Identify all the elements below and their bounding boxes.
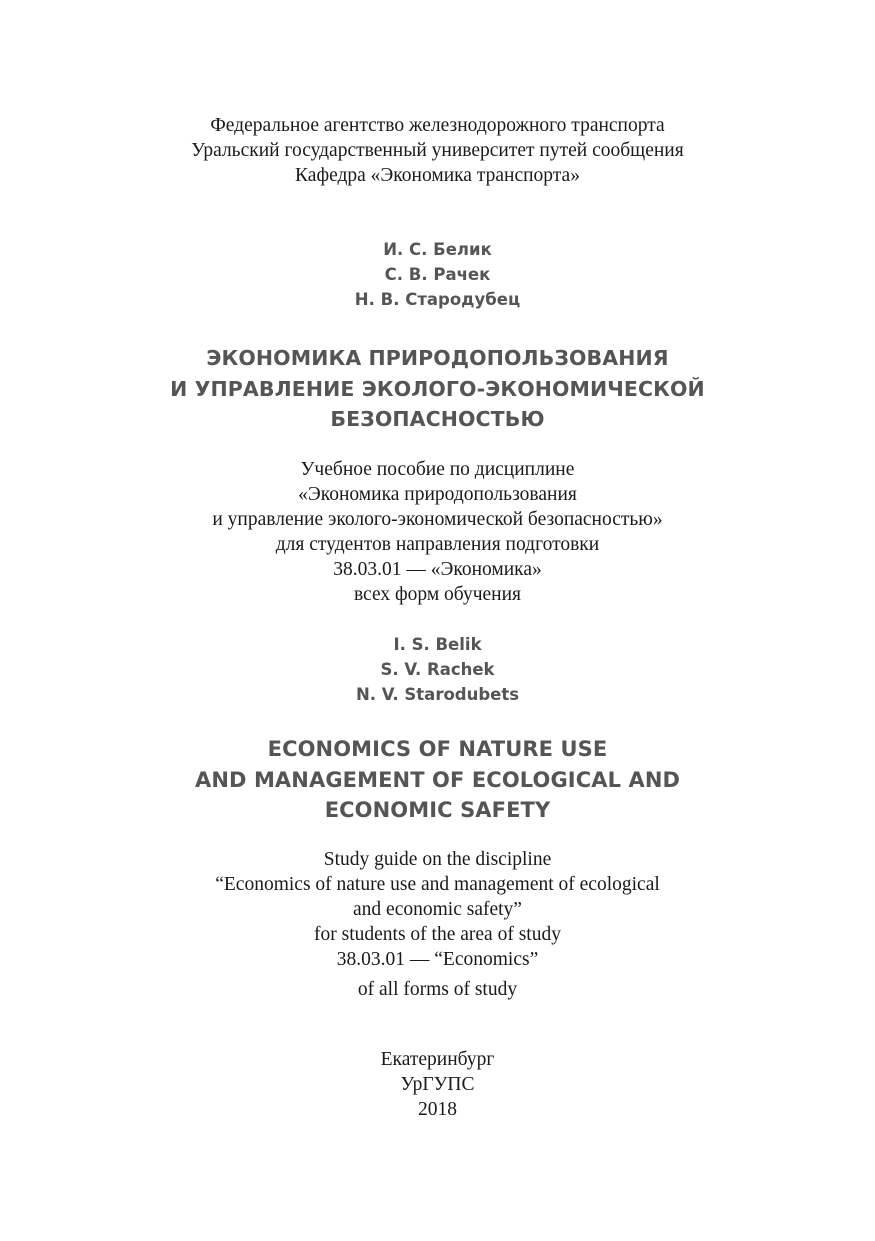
subtitle-ru-line-5: 38.03.01 — «Экономика» (333, 559, 542, 580)
subtitle-en-line-5: 38.03.01 — “Economics” (336, 949, 539, 970)
subtitle-en-line-4: for students of the area of study (314, 924, 561, 945)
subtitle-en (0, 847, 875, 972)
author-en-1: I. S. Belik (393, 635, 482, 654)
subtitle-ru-line-4: для студентов направления подготовки (275, 534, 600, 555)
subtitle-en-line-3: and economic safety” (353, 899, 522, 920)
university-name: Уральский государственный университет путей сообщения (191, 140, 684, 161)
imprint-year: 2018 (418, 1099, 457, 1120)
subtitle-ru-line-3: и управление эколого-экономической безопасностью» (212, 509, 663, 530)
book-title-en (0, 734, 875, 826)
title-ru-line-3: БЕЗОПАСНОСТЬЮ (330, 407, 545, 431)
subtitle-ru-line-2: «Экономика природопользования (298, 484, 577, 505)
authors-en (0, 632, 875, 707)
department-name: Кафедра «Экономика транспорта» (295, 165, 580, 186)
book-title-ru (0, 343, 875, 435)
authors-ru (0, 237, 875, 312)
subtitle-en-tail (0, 977, 875, 1002)
author-ru-3: Н. В. Стародубец (354, 290, 521, 309)
author-en-3: N. V. Starodubets (355, 685, 520, 704)
title-ru-line-2: И УПРАВЛЕНИЕ ЭКОЛОГО-ЭКОНОМИЧЕСКОЙ (170, 376, 705, 401)
subtitle-ru (0, 457, 875, 607)
title-en-line-1: ECONOMICS OF NATURE USE (267, 737, 608, 761)
subtitle-ru-line-6: всех форм обучения (353, 584, 522, 605)
imprint-city: Екатеринбург (380, 1049, 495, 1070)
author-ru-1: И. С. Белик (383, 240, 492, 259)
institution-header (0, 113, 875, 188)
subtitle-en-line-2: “Economics of nature use and management of ecological (215, 874, 660, 895)
title-ru-line-1: ЭКОНОМИКА ПРИРОДОПОЛЬЗОВАНИЯ (206, 346, 669, 370)
title-en-line-3: ECONOMIC SAFETY (324, 798, 551, 822)
subtitle-ru-line-1: Учебное пособие по дисциплине (300, 459, 575, 480)
subtitle-en-line-1: Study guide on the discipline (323, 849, 552, 870)
author-ru-2: С. В. Рачек (384, 265, 491, 284)
imprint (0, 1047, 875, 1122)
title-en-line-2: AND MANAGEMENT OF ECOLOGICAL AND (194, 767, 681, 792)
agency-name: Федеральное агентство железнодорожного транспорта (210, 115, 665, 136)
subtitle-en-line-6: of all forms of study (357, 979, 518, 1000)
author-en-2: S. V. Rachek (380, 660, 495, 679)
imprint-publisher: УрГУПС (400, 1074, 475, 1095)
